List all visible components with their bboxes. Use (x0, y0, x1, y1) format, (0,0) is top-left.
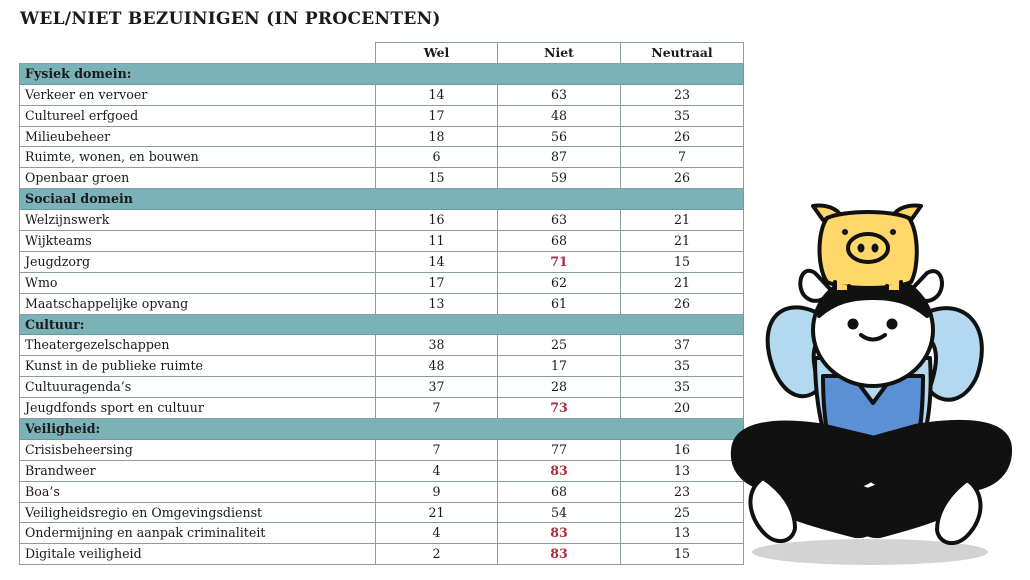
cell-neutraal: 23 (621, 481, 744, 502)
cell-neutraal: 7 (621, 147, 744, 168)
table-body (20, 63, 744, 564)
cell-neutraal: 25 (621, 502, 744, 523)
piggy-bank-illustration (715, 198, 1015, 570)
table-row (20, 523, 744, 544)
cell-niet: 54 (498, 502, 621, 523)
row-label: Openbaar groen (20, 168, 376, 189)
row-label: Ruimte, wonen, en bouwen (20, 147, 376, 168)
row-label: Welzijnswerk (20, 210, 376, 231)
cell-niet: 68 (498, 231, 621, 252)
cell-neutraal: 26 (621, 293, 744, 314)
row-label: Verkeer en vervoer (20, 84, 376, 105)
table-row (20, 502, 744, 523)
cell-wel: 7 (376, 398, 498, 419)
cell-wel: 17 (376, 272, 498, 293)
cell-wel: 14 (376, 84, 498, 105)
row-label: Cultureel erfgoed (20, 105, 376, 126)
row-label: Crisisbeheersing (20, 439, 376, 460)
section-header-row (20, 189, 744, 210)
cell-neutraal: 35 (621, 377, 744, 398)
cell-niet: 28 (498, 377, 621, 398)
row-label: Brandweer (20, 460, 376, 481)
table-row (20, 272, 744, 293)
row-label: Jeugdzorg (20, 251, 376, 272)
row-label: Jeugdfonds sport en cultuur (20, 398, 376, 419)
cell-niet: 83 (498, 460, 621, 481)
piggy-nostril-right (872, 244, 879, 253)
cell-wel: 4 (376, 523, 498, 544)
row-label: Digitale veiligheid (20, 544, 376, 565)
cell-wel: 18 (376, 126, 498, 147)
row-label: Ondermijning en aanpak criminaliteit (20, 523, 376, 544)
cell-wel: 15 (376, 168, 498, 189)
cell-neutraal: 16 (621, 439, 744, 460)
cell-niet: 73 (498, 398, 621, 419)
piggy-snout (848, 234, 888, 262)
cell-wel: 37 (376, 377, 498, 398)
header-row (20, 43, 744, 64)
cell-niet: 48 (498, 105, 621, 126)
table-row (20, 335, 744, 356)
cell-niet: 83 (498, 544, 621, 565)
cell-wel: 48 (376, 356, 498, 377)
header-blank (20, 43, 376, 64)
table-row (20, 460, 744, 481)
section-title: Fysiek domein: (20, 63, 744, 84)
cell-wel: 9 (376, 481, 498, 502)
cell-neutraal: 13 (621, 523, 744, 544)
table-row (20, 126, 744, 147)
table-row (20, 84, 744, 105)
cell-wel: 13 (376, 293, 498, 314)
cell-neutraal: 13 (621, 460, 744, 481)
cell-wel: 6 (376, 147, 498, 168)
table-row (20, 481, 744, 502)
cell-wel: 11 (376, 231, 498, 252)
cell-niet: 71 (498, 251, 621, 272)
table-row (20, 105, 744, 126)
left-eye (850, 321, 857, 328)
table-row (20, 293, 744, 314)
cell-niet: 63 (498, 84, 621, 105)
cell-neutraal: 26 (621, 168, 744, 189)
column-header-niet: Niet (498, 43, 621, 64)
cell-neutraal: 20 (621, 398, 744, 419)
cell-wel: 16 (376, 210, 498, 231)
cell-wel: 2 (376, 544, 498, 565)
section-title: Sociaal domein (20, 189, 744, 210)
page-title: WEL/NIET BEZUINIGEN (IN PROCENTEN) (20, 9, 441, 29)
cell-niet: 87 (498, 147, 621, 168)
cell-wel: 4 (376, 460, 498, 481)
cell-niet: 61 (498, 293, 621, 314)
piggy-nostril-left (858, 244, 865, 253)
row-label: Wmo (20, 272, 376, 293)
cell-wel: 21 (376, 502, 498, 523)
row-label: Kunst in de publieke ruimte (20, 356, 376, 377)
cell-niet: 68 (498, 481, 621, 502)
right-eye (889, 321, 896, 328)
section-title: Veiligheid: (20, 419, 744, 440)
cell-neutraal: 21 (621, 272, 744, 293)
cell-neutraal: 15 (621, 251, 744, 272)
cell-wel: 17 (376, 105, 498, 126)
cell-neutraal: 21 (621, 231, 744, 252)
section-header-row (20, 419, 744, 440)
table-row (20, 210, 744, 231)
column-header-neutraal: Neutraal (621, 43, 744, 64)
cell-neutraal: 35 (621, 105, 744, 126)
row-label: Wijkteams (20, 231, 376, 252)
cell-neutraal: 37 (621, 335, 744, 356)
piggy-left-eye (842, 229, 848, 235)
section-header-row (20, 63, 744, 84)
row-label: Cultuuragenda’s (20, 377, 376, 398)
cell-neutraal: 35 (621, 356, 744, 377)
table-row (20, 147, 744, 168)
cell-niet: 77 (498, 439, 621, 460)
cell-niet: 62 (498, 272, 621, 293)
piggy-right-eye (890, 229, 896, 235)
row-label: Boa’s (20, 481, 376, 502)
row-label: Veiligheidsregio en Omgevingsdienst (20, 502, 376, 523)
cell-niet: 63 (498, 210, 621, 231)
cell-neutraal: 23 (621, 84, 744, 105)
cell-wel: 14 (376, 251, 498, 272)
table-row (20, 231, 744, 252)
table-row (20, 398, 744, 419)
row-label: Theatergezelschappen (20, 335, 376, 356)
cell-neutraal: 26 (621, 126, 744, 147)
table-row (20, 251, 744, 272)
cell-neutraal: 15 (621, 544, 744, 565)
cell-niet: 56 (498, 126, 621, 147)
cell-niet: 83 (498, 523, 621, 544)
section-title: Cultuur: (20, 314, 744, 335)
section-header-row (20, 314, 744, 335)
cell-niet: 59 (498, 168, 621, 189)
table-row (20, 544, 744, 565)
table-row (20, 356, 744, 377)
cell-niet: 17 (498, 356, 621, 377)
table-row (20, 377, 744, 398)
cell-wel: 7 (376, 439, 498, 460)
row-label: Maatschappelijke opvang (20, 293, 376, 314)
table-row (20, 439, 744, 460)
table-row (20, 168, 744, 189)
data-table (19, 42, 744, 565)
cell-niet: 25 (498, 335, 621, 356)
column-header-wel: Wel (376, 43, 498, 64)
cell-wel: 38 (376, 335, 498, 356)
cell-neutraal: 21 (621, 210, 744, 231)
row-label: Milieubeheer (20, 126, 376, 147)
